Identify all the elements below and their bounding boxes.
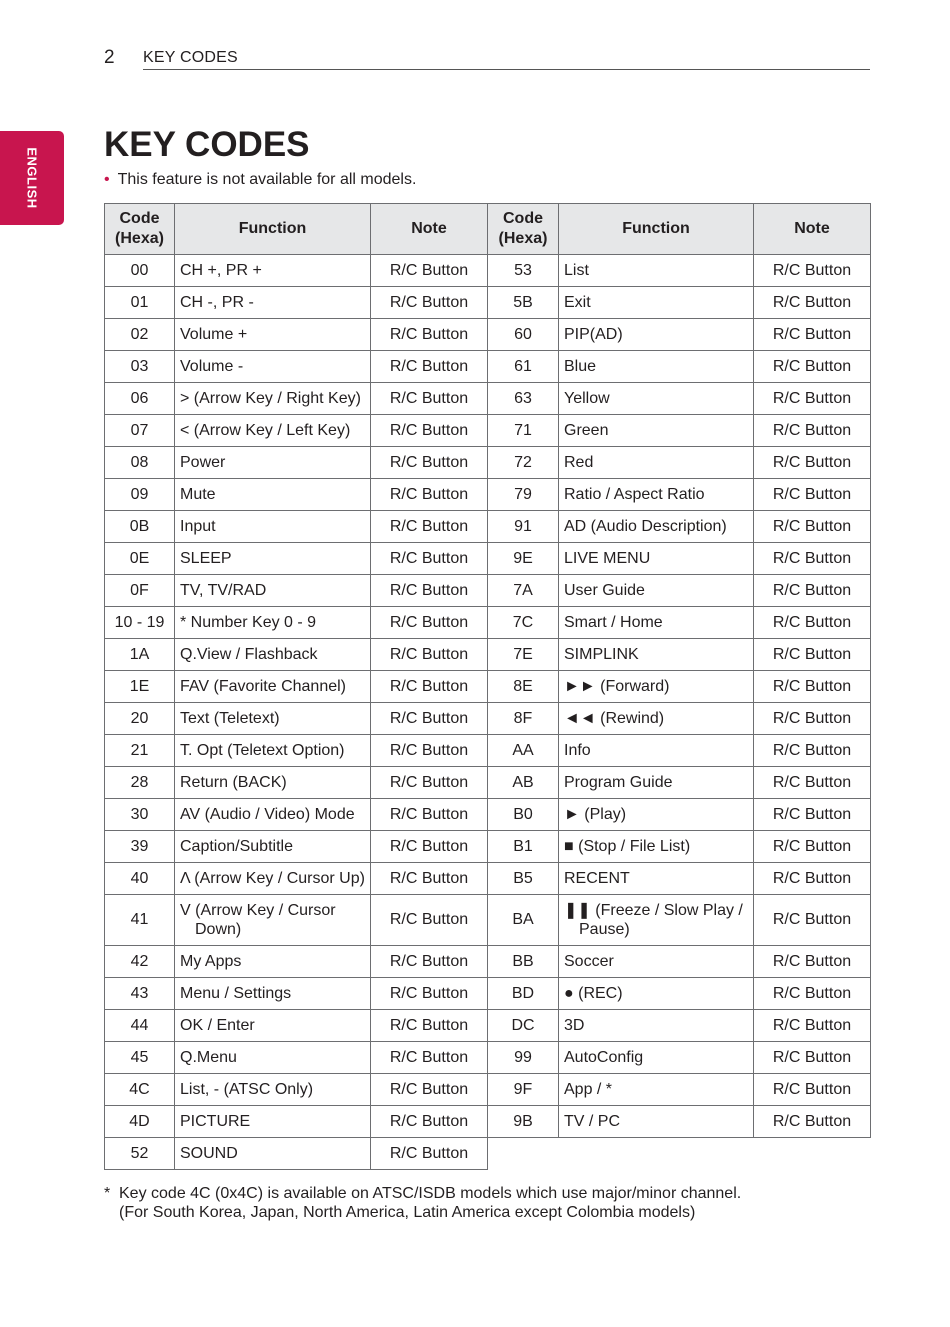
header-rule <box>143 69 870 70</box>
note-cell: R/C Button <box>754 447 871 479</box>
code-cell: 4D <box>105 1106 175 1138</box>
function-cell: Yellow <box>559 383 754 415</box>
note-cell: R/C Button <box>371 575 488 607</box>
code-cell: 53 <box>488 255 559 287</box>
table-row <box>105 639 488 671</box>
function-cell: TV, TV/RAD <box>175 575 371 607</box>
table-row <box>488 1042 871 1074</box>
note-cell: R/C Button <box>754 607 871 639</box>
code-cell: 43 <box>105 978 175 1010</box>
note-cell: R/C Button <box>754 255 871 287</box>
column-header-code: Code (Hexa) <box>105 204 175 255</box>
table-row <box>105 799 488 831</box>
table-row <box>105 1138 488 1170</box>
table-row <box>105 511 488 543</box>
code-cell: 61 <box>488 351 559 383</box>
note-cell: R/C Button <box>371 703 488 735</box>
table-row <box>105 831 488 863</box>
function-cell: * Number Key 0 - 9 <box>175 607 371 639</box>
function-cell: PICTURE <box>175 1106 371 1138</box>
function-cell: Λ (Arrow Key / Cursor Up) <box>175 863 371 895</box>
function-cell: RECENT <box>559 863 754 895</box>
code-cell: 42 <box>105 946 175 978</box>
function-cell: SOUND <box>175 1138 371 1170</box>
note-cell: R/C Button <box>754 1074 871 1106</box>
table-row <box>105 607 488 639</box>
function-cell: AV (Audio / Video) Mode <box>175 799 371 831</box>
table-row <box>105 703 488 735</box>
function-cell: Input <box>175 511 371 543</box>
function-cell: Blue <box>559 351 754 383</box>
code-cell: 52 <box>105 1138 175 1170</box>
code-cell: B5 <box>488 863 559 895</box>
bullet-icon: • <box>104 171 110 188</box>
code-cell: 9E <box>488 543 559 575</box>
function-cell: Q.View / Flashback <box>175 639 371 671</box>
table-row <box>488 946 871 978</box>
note-cell: R/C Button <box>371 543 488 575</box>
function-cell: LIVE MENU <box>559 543 754 575</box>
note-cell: R/C Button <box>371 479 488 511</box>
code-cell: 9B <box>488 1106 559 1138</box>
note-cell: R/C Button <box>371 946 488 978</box>
code-cell: 30 <box>105 799 175 831</box>
function-cell: ►► (Forward) <box>559 671 754 703</box>
code-cell: 0E <box>105 543 175 575</box>
function-cell: AutoConfig <box>559 1042 754 1074</box>
note-cell: R/C Button <box>371 1010 488 1042</box>
code-cell: 7E <box>488 639 559 671</box>
function-cell: Mute <box>175 479 371 511</box>
table-row <box>488 831 871 863</box>
table-row <box>105 319 488 351</box>
table-row <box>105 767 488 799</box>
function-cell: My Apps <box>175 946 371 978</box>
function-cell: Program Guide <box>559 767 754 799</box>
table-row <box>105 946 488 978</box>
column-header-note: Note <box>754 204 871 255</box>
note-cell: R/C Button <box>754 946 871 978</box>
function-cell: List, - (ATSC Only) <box>175 1074 371 1106</box>
code-cell: 10 - 19 <box>105 607 175 639</box>
availability-note-text: This feature is not available for all models. <box>117 171 417 188</box>
table-row <box>105 895 488 946</box>
table-row <box>105 479 488 511</box>
table-row <box>105 415 488 447</box>
code-cell: 06 <box>105 383 175 415</box>
function-cell: OK / Enter <box>175 1010 371 1042</box>
function-cell: User Guide <box>559 575 754 607</box>
table-row <box>488 383 871 415</box>
table-row <box>488 735 871 767</box>
code-cell: AA <box>488 735 559 767</box>
code-cell: B1 <box>488 831 559 863</box>
note-cell: R/C Button <box>371 1074 488 1106</box>
code-cell: 44 <box>105 1010 175 1042</box>
note-cell: R/C Button <box>371 447 488 479</box>
code-cell: 40 <box>105 863 175 895</box>
function-cell: Q.Menu <box>175 1042 371 1074</box>
table-row <box>488 319 871 351</box>
function-cell: Exit <box>559 287 754 319</box>
table-row <box>105 287 488 319</box>
function-cell: List <box>559 255 754 287</box>
function-cell: < (Arrow Key / Left Key) <box>175 415 371 447</box>
note-cell: R/C Button <box>371 831 488 863</box>
function-cell: Ratio / Aspect Ratio <box>559 479 754 511</box>
note-cell: R/C Button <box>754 799 871 831</box>
function-cell: ◄◄ (Rewind) <box>559 703 754 735</box>
table-row <box>488 447 871 479</box>
note-cell: R/C Button <box>754 639 871 671</box>
key-codes-table-left <box>104 203 488 1170</box>
note-cell: R/C Button <box>371 1042 488 1074</box>
note-cell: R/C Button <box>754 415 871 447</box>
availability-note <box>104 171 416 189</box>
function-cell: Caption/Subtitle <box>175 831 371 863</box>
note-cell: R/C Button <box>371 415 488 447</box>
note-cell: R/C Button <box>371 639 488 671</box>
note-cell: R/C Button <box>754 703 871 735</box>
note-cell: R/C Button <box>371 895 488 946</box>
code-cell: 28 <box>105 767 175 799</box>
code-cell: 21 <box>105 735 175 767</box>
code-cell: 41 <box>105 895 175 946</box>
table-row <box>488 703 871 735</box>
table-row <box>488 863 871 895</box>
code-cell: BA <box>488 895 559 946</box>
note-cell: R/C Button <box>371 511 488 543</box>
footnote-line-2: (For South Korea, Japan, North America, Latin America except Colombia models) <box>119 1204 696 1221</box>
function-cell: CH -, PR - <box>175 287 371 319</box>
column-header-code: Code (Hexa) <box>488 204 559 255</box>
note-cell: R/C Button <box>371 607 488 639</box>
function-cell: Menu / Settings <box>175 978 371 1010</box>
note-cell: R/C Button <box>754 1042 871 1074</box>
code-cell: 1A <box>105 639 175 671</box>
table-row <box>105 447 488 479</box>
function-cell: PIP(AD) <box>559 319 754 351</box>
table-row <box>105 575 488 607</box>
code-cell: 0F <box>105 575 175 607</box>
table-row <box>488 799 871 831</box>
function-cell: ● (REC) <box>559 978 754 1010</box>
code-cell: 79 <box>488 479 559 511</box>
code-cell: 5B <box>488 287 559 319</box>
function-cell: Volume + <box>175 319 371 351</box>
language-tab-label: ENGLISH <box>24 147 40 209</box>
code-cell: 01 <box>105 287 175 319</box>
code-cell: 39 <box>105 831 175 863</box>
note-cell: R/C Button <box>754 287 871 319</box>
note-cell: R/C Button <box>371 767 488 799</box>
code-cell: B0 <box>488 799 559 831</box>
code-cell: 03 <box>105 351 175 383</box>
note-cell: R/C Button <box>754 511 871 543</box>
note-cell: R/C Button <box>754 671 871 703</box>
note-cell: R/C Button <box>371 1138 488 1170</box>
note-cell: R/C Button <box>371 735 488 767</box>
page-title: KEY CODES <box>104 125 310 164</box>
function-cell: Soccer <box>559 946 754 978</box>
code-cell: 4C <box>105 1074 175 1106</box>
code-cell: 8E <box>488 671 559 703</box>
function-cell: ■ (Stop / File List) <box>559 831 754 863</box>
code-cell: 72 <box>488 447 559 479</box>
table-row <box>105 255 488 287</box>
code-cell: 71 <box>488 415 559 447</box>
table-row <box>488 767 871 799</box>
code-cell: DC <box>488 1010 559 1042</box>
function-cell: AD (Audio Description) <box>559 511 754 543</box>
footnote-line-1: Key code 4C (0x4C) is available on ATSC/ISDB models which use major/minor channel. <box>119 1185 742 1202</box>
table-row <box>488 639 871 671</box>
table-row <box>488 255 871 287</box>
function-cell: SLEEP <box>175 543 371 575</box>
table-row <box>105 735 488 767</box>
note-cell: R/C Button <box>754 978 871 1010</box>
function-cell: Red <box>559 447 754 479</box>
function-cell: ❚❚ (Freeze / Slow Play / Pause) <box>559 895 754 946</box>
table-row <box>488 671 871 703</box>
table-row <box>105 1042 488 1074</box>
table-row <box>488 351 871 383</box>
table-row <box>105 978 488 1010</box>
note-cell: R/C Button <box>754 543 871 575</box>
code-cell: 91 <box>488 511 559 543</box>
note-cell: R/C Button <box>371 978 488 1010</box>
code-cell: 02 <box>105 319 175 351</box>
table-row <box>488 607 871 639</box>
note-cell: R/C Button <box>754 351 871 383</box>
code-cell: BB <box>488 946 559 978</box>
note-cell: R/C Button <box>754 479 871 511</box>
note-cell: R/C Button <box>371 255 488 287</box>
code-cell: 0B <box>105 511 175 543</box>
table-row <box>488 895 871 946</box>
note-cell: R/C Button <box>371 351 488 383</box>
table-row <box>105 1106 488 1138</box>
note-cell: R/C Button <box>754 319 871 351</box>
function-cell: Power <box>175 447 371 479</box>
code-cell: 9F <box>488 1074 559 1106</box>
column-header-note: Note <box>371 204 488 255</box>
function-cell: ► (Play) <box>559 799 754 831</box>
function-cell: FAV (Favorite Channel) <box>175 671 371 703</box>
note-cell: R/C Button <box>371 383 488 415</box>
function-cell: 3D <box>559 1010 754 1042</box>
note-cell: R/C Button <box>371 1106 488 1138</box>
table-row <box>488 1010 871 1042</box>
footnote <box>104 1184 741 1222</box>
code-cell: 45 <box>105 1042 175 1074</box>
function-cell: Green <box>559 415 754 447</box>
table-row <box>105 351 488 383</box>
table-row <box>488 575 871 607</box>
code-cell: 1E <box>105 671 175 703</box>
note-cell: R/C Button <box>754 863 871 895</box>
footnote-marker: * <box>104 1185 111 1202</box>
running-header: KEY CODES <box>143 49 238 66</box>
note-cell: R/C Button <box>754 767 871 799</box>
table-row <box>488 511 871 543</box>
function-cell: Smart / Home <box>559 607 754 639</box>
function-cell: T. Opt (Teletext Option) <box>175 735 371 767</box>
note-cell: R/C Button <box>754 1010 871 1042</box>
table-row <box>105 863 488 895</box>
note-cell: R/C Button <box>754 735 871 767</box>
function-cell: > (Arrow Key / Right Key) <box>175 383 371 415</box>
note-cell: R/C Button <box>371 799 488 831</box>
table-row <box>105 1074 488 1106</box>
column-header-function: Function <box>175 204 371 255</box>
code-cell: 60 <box>488 319 559 351</box>
code-cell: 99 <box>488 1042 559 1074</box>
note-cell: R/C Button <box>754 383 871 415</box>
page-number: 2 <box>104 47 115 68</box>
table-row <box>488 543 871 575</box>
table-row <box>488 1106 871 1138</box>
code-cell: 7C <box>488 607 559 639</box>
note-cell: R/C Button <box>371 863 488 895</box>
function-cell: V (Arrow Key / Cursor Down) <box>175 895 371 946</box>
function-cell: Text (Teletext) <box>175 703 371 735</box>
note-cell: R/C Button <box>754 831 871 863</box>
column-header-function: Function <box>559 204 754 255</box>
table-row <box>105 671 488 703</box>
note-cell: R/C Button <box>754 575 871 607</box>
key-codes-table-right <box>487 203 871 1138</box>
function-cell: App / * <box>559 1074 754 1106</box>
table-row <box>488 479 871 511</box>
note-cell: R/C Button <box>371 319 488 351</box>
function-cell: Return (BACK) <box>175 767 371 799</box>
code-cell: 07 <box>105 415 175 447</box>
code-cell: 09 <box>105 479 175 511</box>
code-cell: 63 <box>488 383 559 415</box>
note-cell: R/C Button <box>371 671 488 703</box>
code-cell: 8F <box>488 703 559 735</box>
function-cell: SIMPLINK <box>559 639 754 671</box>
note-cell: R/C Button <box>754 1106 871 1138</box>
table-row <box>105 1010 488 1042</box>
code-cell: 00 <box>105 255 175 287</box>
function-cell: CH +, PR + <box>175 255 371 287</box>
function-cell: Info <box>559 735 754 767</box>
function-cell: TV / PC <box>559 1106 754 1138</box>
table-row <box>488 415 871 447</box>
code-cell: AB <box>488 767 559 799</box>
language-tab <box>0 131 64 225</box>
table-row <box>488 1074 871 1106</box>
note-cell: R/C Button <box>754 895 871 946</box>
code-cell: 20 <box>105 703 175 735</box>
code-cell: 08 <box>105 447 175 479</box>
table-row <box>105 383 488 415</box>
table-row <box>488 287 871 319</box>
note-cell: R/C Button <box>371 287 488 319</box>
table-row <box>105 543 488 575</box>
table-row <box>488 978 871 1010</box>
code-cell: 7A <box>488 575 559 607</box>
code-cell: BD <box>488 978 559 1010</box>
function-cell: Volume - <box>175 351 371 383</box>
